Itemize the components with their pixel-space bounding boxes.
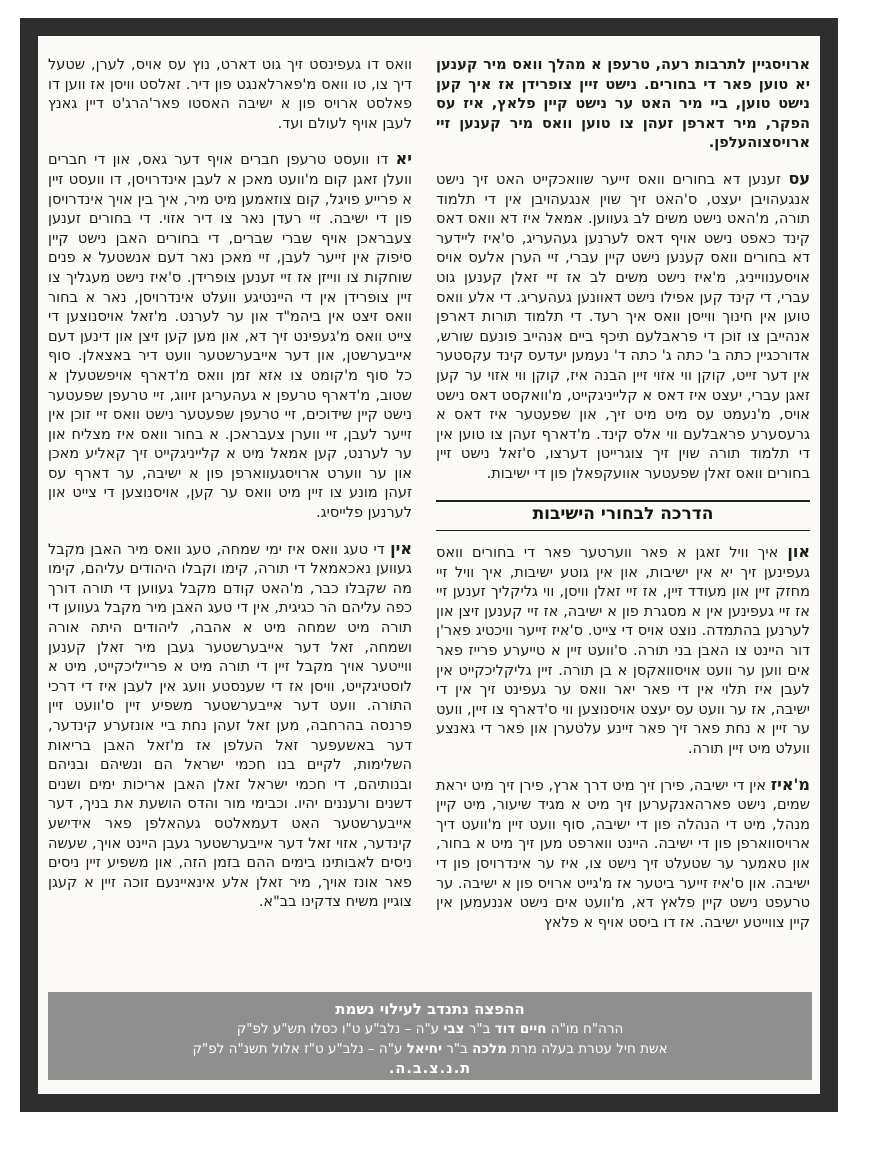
memorial-name: צבי xyxy=(443,1021,465,1037)
paragraph-text: זענען דא בחורים וואס זייער שוואכקייט האט זיך נישט אנגעהויבן יעצט, ס'האט זיך שוין אנגעהויבן אין די תלמוד תורה, מ'האט נישט משים לב געווען. אמאל איז דא וואס דאס קינד כאפט נישט אויף דאס לערנען געהעריג, ס'איז ליידער דא בחורים וואס קענען נישט קיין עברי, זיי הערן אלעס אויס אויסענווייניג, מ'איז נישט משים לב אז זיי זאלן קענען גוט עברי, די קינד קען אפילו נישט דאוונען געהעריג. די אלע וואס טוען אין חינוך ווייסן וואס איך רעד. די תלמוד תורות דארפן אנהייבן צו זוכן די פראבלעם תיכף ביים אנהייב פונעם שורש, אדורכגיין כתה ב' כתה ג' כתה ד' נעמען יעדעס קינד עקסטער אין דער זייט, קוקן ווי אזוי זיין הבנה איז, קוקן ווי אזוי ער קען זאגן עברי, יעצט איז דאס א קלייניגקייט, מ'וואקסט דאס נישט אויס, מ'נעמט עס מיט מיט זיך, און שפעטער איז דאס א גרעסערע פראבלעם ווי אלס קינד. מ'דארף זעהן צו טוען אין די תלמוד תורה שוין זיך צוגרייטן דערצו, ס'זאל נישט זיין בחורים וואס זאלן שפעטער אוועקפאלן פון די ישיבות. xyxy=(436,171,810,482)
memorial-dedication-box xyxy=(48,992,812,1080)
paragraph-lead-word: עס xyxy=(788,168,810,188)
paragraph: ארויסגיין לתרבות רעה, טרעפן א מהלך וואס מיר קענען יא טוען פאר די בחורים. נישט זיין צופרידן אז איך קען נישט טוען, ביי מיר האט ער נישט קיין פלאץ, איז עס הפקר, מיר דארפן זעהן צו טוען וואס מיר קענען זיי ארויסצוהעלפן. xyxy=(436,57,810,152)
memorial-name: יחיאל xyxy=(406,1041,442,1057)
paragraph-text: אין די ישיבה, פירן זיך מיט דרך ארץ, פירן זיך מיט יראת שמים, נישט פארהאנקערען זיך מיט א מגיד שיעור, מיט קיין מנהל, מיט די הנהלה פון די ישיבה, סוף וועט זיין מ'וועט דיך ארויסווארפן פון די ישיבה. היינט ווארפט מען זיך מיט א בחור, און טאמער ער שטעלט זיך נישט צו, איז ער אינדרויסן פון די ישיבה. און ס'איז זייער ביטער אז מ'גייט ארויס פון א ישיבה. ער טרעפט נישט קיין פלאץ דא, מ'וועט אים נישט אננעמען אין קיין צווייטע ישיבה. אז דו ביסט אויף א פלאץ xyxy=(436,777,810,931)
memorial-line-father xyxy=(48,1019,812,1039)
memorial-name: חיים דוד xyxy=(494,1021,547,1037)
paragraph-text: איך וויל זאגן א פאר ווערטער פאר די בחורים וואס געפינען זיך יא אין ישיבות, און אין גוטע ישיבות, איך וויל זיי מחזק זיין און מעודד זיין, אז זיי זאלן וויסן, ווי גליקליך זענען זיי אז זיי געפינען אין א מסגרת פון א ישיבה, אז זיי קענען זיצן און לערנען בהתמדה. נוצט אויס די צייט. ס'איז זייער וויכטיג פאר'ן דור היינט צו האבן בני תורה. ס'וועט זיין א טייערע פרייז פאר אים ווען ער וועט אויסוואקסן א בן תורה. זיין גליקליכקייט אין לעבן איז תלוי אין די פאר יאר וואס ער געפינט זיך אין די ישיבה, אז ער וועט עס יעצט אויסנוצען ווי ס'דארף צו זיין, וועט ער זיין א נחת פאר זיך פאר זיינע עלטערן און פאר די גאנצע וועלט מיט זיין תורה. xyxy=(436,545,810,757)
page-content xyxy=(38,36,820,1094)
paragraph-lead-word: און xyxy=(787,542,810,562)
memorial-line-mother xyxy=(48,1039,812,1059)
paragraph-text: דו וועסט טרעפן חברים אויף דער גאס, און די חברים וועלן זאגן קום מ'וועט מאכן א לעבן אינדרויסן, דו וועסט זיין א פרייע פויגל, קום צוזאמען מיט מיר, איך בין אויך אינדרויסן פון די ישיבה. זיי רעדן נאר צו דיר אזוי. די בחורים זענען צעבראכן אויף שברי שברים, די בחורים האבן נישט קיין סיפוק אין זייער לעבן, זיי מאכן נאר דעם אנשטעל א פנים שוחקות צו ווייזן אז זיי זענען צופרידן. ס'איז נישט מעגליך צו זיין צופרידן אין די היינטיגע וועלט אינדרויסן, נאר א בחור וואס זיצט אין ביהמ"ד און ער לערנט. מ'זאל אויסנוצען די צייט וואס מ'געפינט זיך דא, און מען קען זיצן און דינען דעם אייבערשטן, און דער אייבערשטער וועט דיר באצאלן. סוף כל סוף מ'קומט צו אזא זמן וואס מ'דארף אויפשטעלן א שטוב, מ'דארף טרעפן א געהעריגן זיווג, זיי טרעפן שפעטער נישט קיין שידוכים, זיי טרעפן שפעטער נישט וואס זיי זוכן אין זייער לעבן, זיי ווערן צעבראכן. א בחור וואס איז מצליח און ער לערנט, קען אמאל מיט א קלייניגקייט זיך קאליע מאכן און ער ווערט ארויסגעווארפן פון א ישיבה, ער דארף עס זעהן מונע צו זיין מיט וואס ער קען, אויסנוצען די צייט און לערנען פלייסיג. xyxy=(48,152,412,522)
paragraph-lead-word: מ'איז xyxy=(770,774,810,794)
memorial-text: ב"ר xyxy=(441,1041,473,1057)
paragraph xyxy=(436,169,810,485)
memorial-name: מלכה xyxy=(472,1041,508,1057)
paragraph xyxy=(48,149,412,523)
memorial-closing: ת.נ.צ.ב.ה. xyxy=(388,1061,472,1077)
paragraph: וואס דו געפינסט זיך גוט דארט, נוץ עס אויס, לערן, שטעל דיך צו, טו וואס מ'פארלאנגט פון דיר. זאלסט וויסן אז ווען דו פאלסט ארויס פון א ישיבה האסטו פאר'הרג'ט דיין גאנץ לעבן אויף לעולם ועד. xyxy=(48,57,412,132)
paragraph-lead-word: יא xyxy=(395,149,412,169)
memorial-text: ע"ה – נלב"ע ט"ו כסלו תש"ע לפ"ק xyxy=(236,1021,444,1037)
memorial-title: ההפצה נתנדב לעילוי נשמת xyxy=(335,1000,525,1018)
memorial-text: ע"ה – נלב"ע ט"ז אלול תשנ"ה לפ"ק xyxy=(192,1041,407,1057)
memorial-text: ב"ר xyxy=(464,1021,495,1037)
memorial-text: אשת חיל עטרת בעלה מרת xyxy=(507,1041,668,1057)
column-right xyxy=(436,56,810,1004)
paragraph xyxy=(436,542,810,760)
paragraph xyxy=(436,775,810,934)
text-columns xyxy=(48,56,810,1004)
memorial-text: הרה"ח מו"ה xyxy=(546,1021,624,1037)
paragraph xyxy=(48,539,412,913)
column-left xyxy=(48,56,412,1004)
paragraph-lead-word: אין xyxy=(390,538,412,558)
section-heading: הדרכה לבחורי הישיבות xyxy=(436,500,810,531)
paragraph-text: די טעג וואס איז ימי שמחה, טעג וואס מיר האבן מקבל געווען נאכאמאל די תורה, קימו וקבלו היהודים עליהם, קימו מה שקבלו כבר, מ'האט קודם מקבל געווען די תורה דורך כפה עליהם הר כגיגית, אין די טעג האבן מיר מקבל געווען די תורה מיט שמחה מיט א אהבה, ליהודים היתה אורה ושמחה, זאל דער אייבערשטער געבן מיר זאלן קענען ווייטער אויך מקבל זיין די תורה מיט א פרייליכקייט, מיט א לוסטיגקייט, וויסן אז די שענסטע וועג אין לעבן איז די דרכי התורה. וועט דער אייבערשטער משפיע זיין ס'וועט זיין פרנסה בהרחבה, מען זאל זעהן נחת ביי אונזערע קינדער, דער באשעפער זאל העלפן אז מ'זאל האבן בריאות השלימות, לקיים בנו חכמי ישראל הם ונשיהם ובניהם ובנותיהם, די חכמי ישראל זאלן האבן אריכות ימים ושנים דשנים ורעננים יהיו. וכבימי מור והדס הושעת את בניך, דער אייבערשטער האט דעמאלטס געהאלפן פאר אידישע קינדער, אזוי זאל דער אייבערשטער געבן היינט אויך, שעשה ניסים לאבותינו בימים ההם בזמן הזה, און משפיע זיין ניסים פאר אונז אויך, מיר זאלן אלע אינאיינעם זוכה זיין א קעגן צוגיין משיח צדקינו בב"א. xyxy=(48,541,412,911)
page-border-frame xyxy=(20,18,838,1112)
